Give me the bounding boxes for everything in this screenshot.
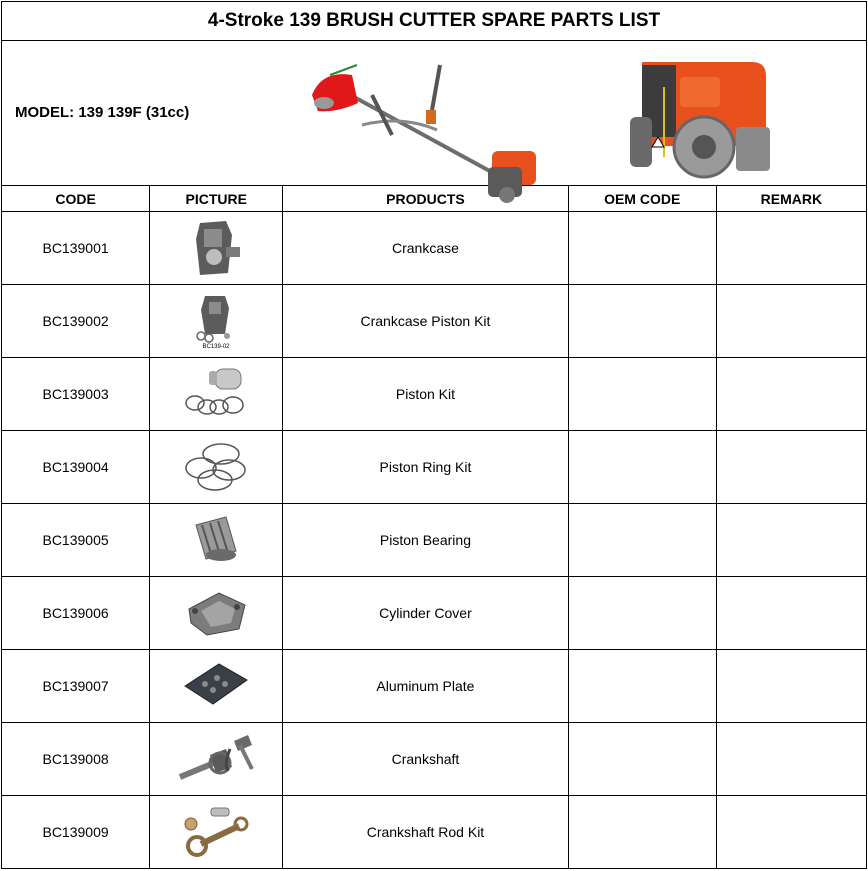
model-label: MODEL: 139 139F (31cc) — [15, 104, 190, 121]
crankcase-piston-kit-icon — [191, 292, 241, 350]
crankshaft-icon — [174, 729, 258, 789]
part-picture-cell — [150, 285, 283, 358]
column-header-oem-code: OEM CODE — [568, 186, 716, 212]
part-picture-cell — [150, 358, 283, 431]
cylinder-cover-icon — [183, 587, 249, 639]
part-code: BC139008 — [2, 723, 150, 796]
oem-code — [568, 650, 716, 723]
product-name: Piston Ring Kit — [283, 431, 568, 504]
part-picture-cell — [150, 577, 283, 650]
remark — [716, 723, 866, 796]
table-row — [2, 358, 867, 431]
page-title: 4-Stroke 139 BRUSH CUTTER SPARE PARTS LIST — [2, 2, 867, 41]
oem-code — [568, 212, 716, 285]
product-name: Crankcase — [283, 212, 568, 285]
oem-code — [568, 358, 716, 431]
oem-code — [568, 504, 716, 577]
part-picture-cell — [150, 796, 283, 869]
table-row — [2, 285, 867, 358]
product-name: Piston Bearing — [283, 504, 568, 577]
oem-code — [568, 285, 716, 358]
part-picture-cell — [150, 504, 283, 577]
piston-ring-kit-icon — [181, 438, 251, 496]
brush-cutter-image — [302, 55, 547, 210]
table-row — [2, 212, 867, 285]
product-name: Piston Kit — [283, 358, 568, 431]
part-picture-cell — [150, 650, 283, 723]
part-picture-cell — [150, 723, 283, 796]
remark — [716, 650, 866, 723]
table-row — [2, 431, 867, 504]
part-code: BC139007 — [2, 650, 150, 723]
remark — [716, 358, 866, 431]
piston-bearing-icon — [186, 511, 246, 569]
product-name: Cylinder Cover — [283, 577, 568, 650]
part-picture-cell — [150, 212, 283, 285]
oem-code — [568, 577, 716, 650]
remark — [716, 431, 866, 504]
part-code: BC139006 — [2, 577, 150, 650]
column-header-remark: REMARK — [716, 186, 866, 212]
table-row — [2, 650, 867, 723]
piston-kit-icon — [181, 363, 251, 425]
column-header-code: CODE — [2, 186, 150, 212]
part-code: BC139002 — [2, 285, 150, 358]
remark — [716, 796, 866, 869]
remark — [716, 577, 866, 650]
remark — [716, 212, 866, 285]
table-row — [2, 796, 867, 869]
oem-code — [568, 431, 716, 504]
product-name: Aluminum Plate — [283, 650, 568, 723]
product-name: Crankcase Piston Kit — [283, 285, 568, 358]
aluminum-plate-icon — [181, 658, 251, 714]
oem-code — [568, 796, 716, 869]
table-row — [2, 504, 867, 577]
crankshaft-rod-kit-icon — [177, 804, 255, 860]
part-code: BC139005 — [2, 504, 150, 577]
oem-code — [568, 723, 716, 796]
model-banner — [2, 41, 867, 186]
table-row — [2, 723, 867, 796]
part-code: BC139003 — [2, 358, 150, 431]
part-code: BC139004 — [2, 431, 150, 504]
remark — [716, 285, 866, 358]
product-name: Crankshaft — [283, 723, 568, 796]
column-header-picture: PICTURE — [150, 186, 283, 212]
engine-image — [624, 47, 774, 182]
part-code: BC139009 — [2, 796, 150, 869]
remark — [716, 504, 866, 577]
part-code: BC139001 — [2, 212, 150, 285]
part-picture-cell — [150, 431, 283, 504]
column-header-products: PRODUCTS — [283, 186, 568, 212]
spare-parts-table — [1, 1, 867, 869]
crankcase-icon — [186, 217, 246, 279]
product-name: Crankshaft Rod Kit — [283, 796, 568, 869]
table-row — [2, 577, 867, 650]
picture-caption: BC139-02 — [202, 344, 230, 350]
